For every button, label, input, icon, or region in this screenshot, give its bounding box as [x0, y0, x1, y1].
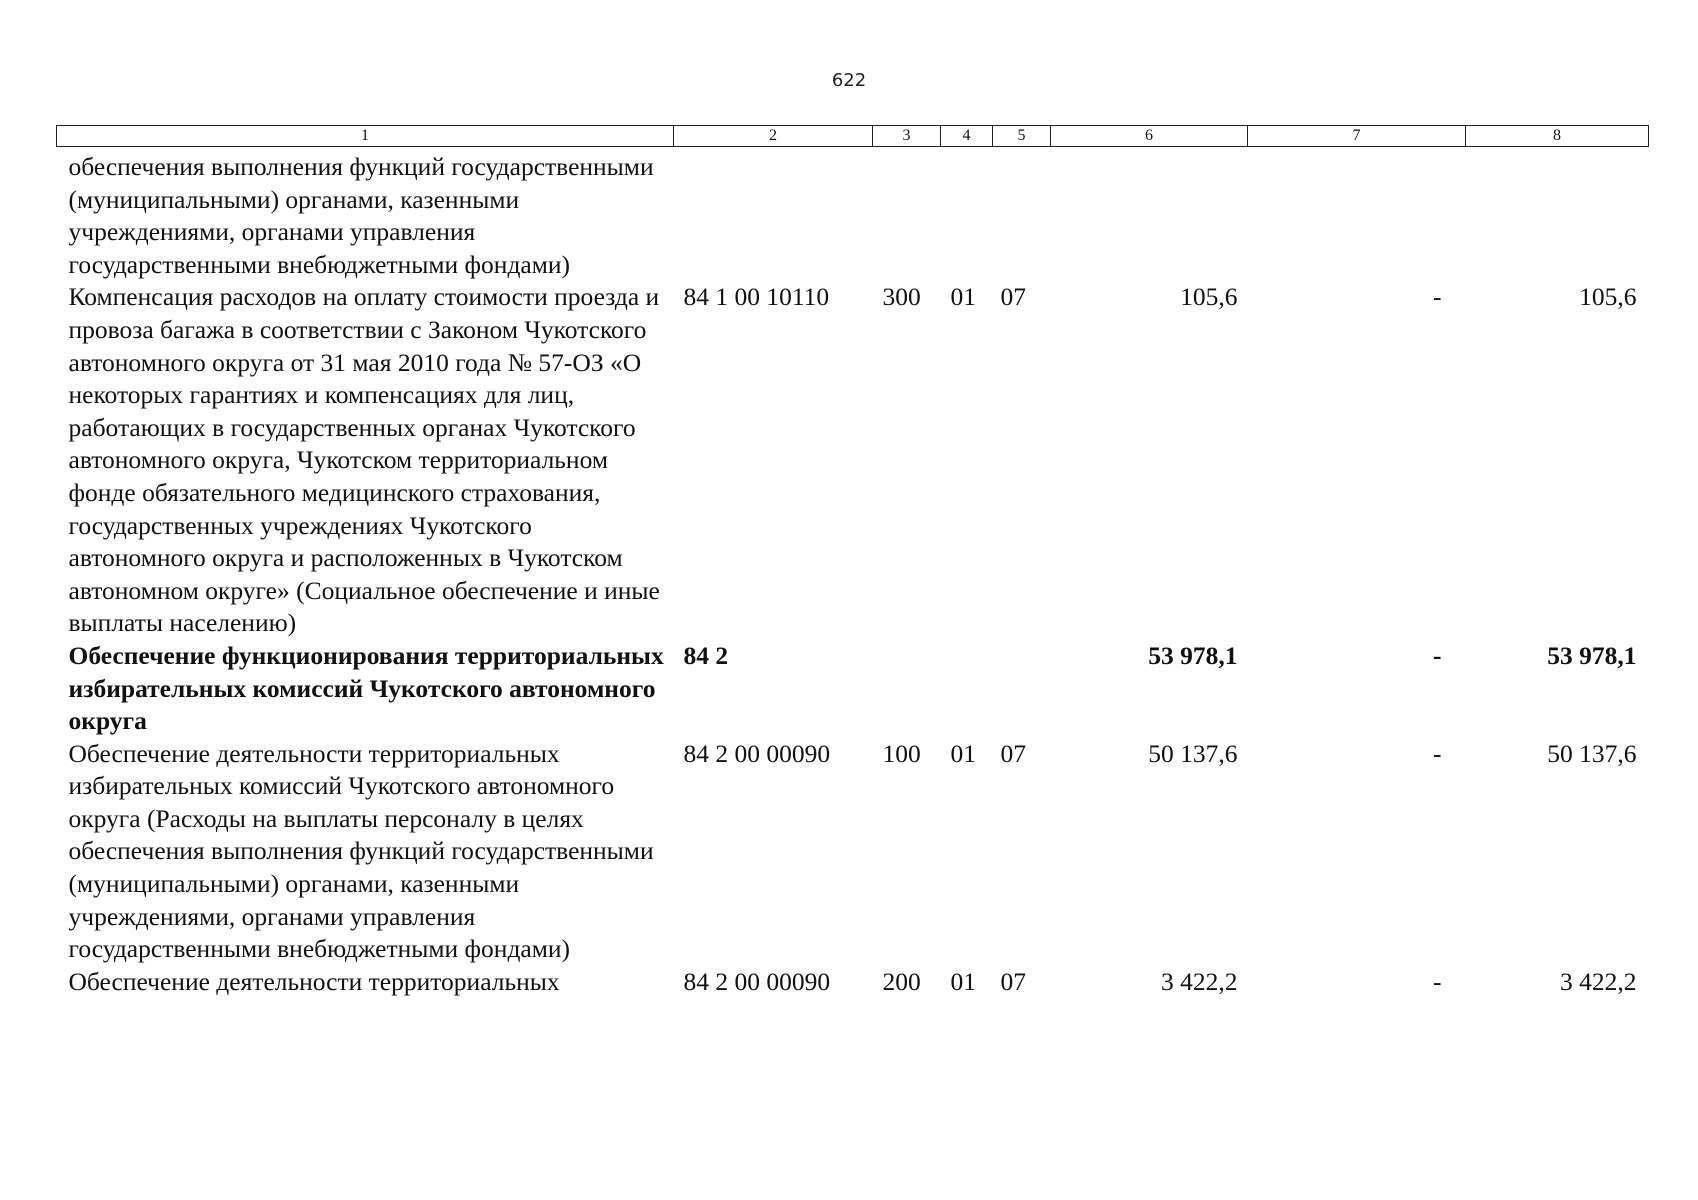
header-col-4: 4	[941, 126, 993, 147]
header-col-8: 8	[1466, 126, 1649, 147]
header-col-6: 6	[1051, 126, 1248, 147]
row-code	[674, 147, 873, 282]
row-col-3: 300	[882, 282, 921, 312]
table-row	[57, 147, 1649, 282]
row-col-5	[993, 147, 1051, 282]
row-col-7: -	[1433, 282, 1442, 312]
row-description: обеспечения выполнения функций государственными (муниципальными) органами, казенными учреждениями, органами управления государственными внебюджетными фондами)	[68, 152, 654, 279]
row-code: 84 2 00 00090	[683, 966, 831, 996]
row-col-4: 01	[950, 966, 976, 996]
row-description: Обеспечение деятельности территориальных	[68, 966, 560, 996]
row-col-3	[873, 147, 941, 282]
header-col-7: 7	[1248, 126, 1466, 147]
row-col-7: -	[1433, 966, 1442, 996]
row-description: Обеспечение функционирования территориальных избирательных комиссий Чукотского автономного округа	[68, 640, 664, 736]
row-col-5: 07	[1000, 738, 1026, 768]
row-total: 105,6	[1579, 282, 1637, 312]
header-col-5: 5	[993, 126, 1051, 147]
row-total	[1466, 147, 1649, 282]
row-col-4: 01	[950, 282, 976, 312]
row-amount: 3 422,2	[1161, 966, 1238, 996]
row-description: Обеспечение деятельности территориальных избирательных комиссий Чукотского автономного округа (Расходы на выплаты персоналу в целях обеспечения выполнения функций государственными (муниципальными) органами, казенными учреждениями, органами управления государственными внебюджетными фондами)	[68, 738, 654, 964]
row-col-7: -	[1433, 640, 1442, 670]
table-row	[57, 281, 1649, 640]
table-row	[57, 966, 1649, 999]
row-amount: 53 978,1	[1148, 640, 1238, 670]
row-col-5: 07	[1000, 966, 1026, 996]
row-description: Компенсация расходов на оплату стоимости проезда и провоза багажа в соответствии с Законом Чукотского автономного округа от 31 мая 2010 года № 57-ОЗ «О некоторых гарантиях и компенсациях для лиц, работающих в государственных органах Чукотского автономного округа, Чукотском территориальном фонде обязательного медицинского страхования, государственных учреждениях Чукотского автономного округа и расположенных в Чукотском автономном округе» (Социальное обеспечение и иные выплаты населению)	[68, 282, 660, 638]
table-body	[57, 147, 1649, 999]
row-col-4	[941, 147, 993, 282]
row-col-7	[1248, 147, 1466, 282]
row-col-5: 07	[1000, 282, 1026, 312]
row-total: 53 978,1	[1547, 640, 1637, 670]
budget-table	[56, 125, 1649, 998]
row-col-5	[993, 640, 1051, 738]
row-col-3: 200	[882, 966, 921, 996]
header-col-1: 1	[57, 126, 674, 147]
row-amount: 50 137,6	[1148, 738, 1238, 768]
table-row-section	[57, 640, 1649, 738]
row-col-7: -	[1433, 738, 1442, 768]
table-header	[57, 126, 1649, 147]
row-code: 84 2 00 00090	[683, 738, 831, 768]
row-col-4: 01	[950, 738, 976, 768]
row-code: 84 2	[683, 640, 729, 670]
header-col-2: 2	[674, 126, 873, 147]
page-number: 622	[831, 70, 867, 91]
header-col-3: 3	[873, 126, 941, 147]
table-row	[57, 738, 1649, 966]
row-total: 50 137,6	[1547, 738, 1637, 768]
row-col-4	[941, 640, 993, 738]
row-amount: 105,6	[1180, 282, 1238, 312]
row-col-3: 100	[882, 738, 921, 768]
row-code: 84 1 00 10110	[683, 282, 830, 312]
row-total: 3 422,2	[1560, 966, 1637, 996]
header-row	[57, 126, 1649, 147]
row-col-3	[873, 640, 941, 738]
row-amount	[1051, 147, 1248, 282]
